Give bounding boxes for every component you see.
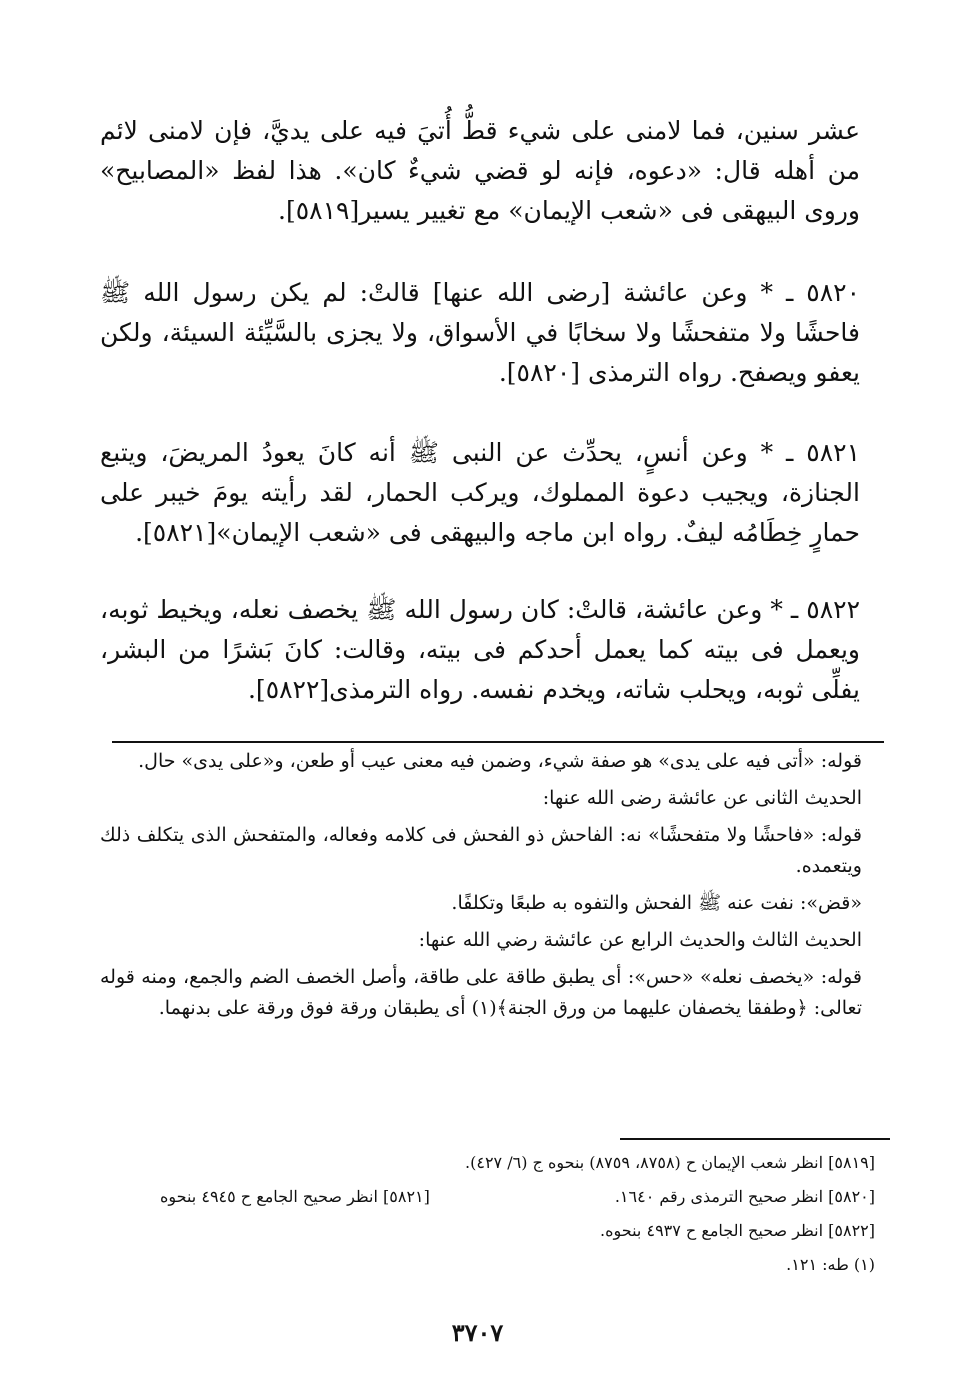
commentary-line: الحديث الثالث والحديث الرابع عن عائشة رضي الله عنها: bbox=[418, 929, 862, 951]
footnote-5820: [٥٨٢٠] انظر صحيح الترمذى رقم ١٦٤٠. bbox=[614, 1187, 875, 1206]
main-text-divider bbox=[112, 741, 884, 743]
commentary-line: قوله: «فاحشًا ولا متفحشًا» نه: الفاحش ذو الفحش فى كلامه وفعاله، والمتفحش الذى يتكلف ذلك ويتعمده. bbox=[100, 824, 862, 877]
hadith-5821-paragraph: ٥٨٢١ ـ * وعن أنسٍ، يحدِّث عن النبى ﷺ أنه كانَ يعودُ المريضَ، ويتبع الجنازة، ويجيب دعوة المملوك، ويركب الحمار، لقد رأيته يومَ خيبر على حمارٍ خِطَامُه ليفٌ. رواه ابن ماجه والبيهقى فى «شعب الإيمان»[٥٨٢١]. bbox=[100, 438, 860, 547]
commentary-line: الحديث الثانى عن عائشة رضى الله عنها: bbox=[542, 787, 862, 809]
commentary-line: قوله: «أتى فيه على يدى» هو صفة شيء، وضمن فيه معنى عيب أو طعن، و«على يدى» حال. bbox=[138, 750, 862, 772]
footnote-quran-ref: (١) طه: ١٢١. bbox=[786, 1255, 875, 1274]
hadith-continuation-paragraph: عشر سنين، فما لامنى على شيء قطُّ أُتيَ فيه على يديَّ، فإن لامنى لائم من أهله قال: «دعوه، فإنه لو قضي شيءٌ كان». هذا لفظ «المصابيح» وروى البيهقى فى «شعب الإيمان» مع تغيير يسير[٥٨١٩]. bbox=[100, 116, 860, 225]
commentary-line: قوله: «يخصف نعله» «حس»: أى يطبق طاقة على طاقة، وأصل الخصف الضم والجمع، ومنه قوله تعالى: ﴿وطفقا يخصفان عليهما من ورق الجنة﴾(١) أى يطبقان ورقة فوق ورقة على بدنهما. bbox=[100, 966, 862, 1019]
footnote-row bbox=[160, 1180, 875, 1214]
footnotes-section bbox=[160, 1146, 875, 1282]
footnote-divider bbox=[620, 1138, 890, 1140]
commentary-section bbox=[100, 746, 880, 1030]
commentary-line: «قض»: نفت عنه ﷺ الفحش والتفوه به طبعًا وتكلفًا. bbox=[451, 892, 862, 914]
page-number: ٣٧٠٧ bbox=[451, 1318, 504, 1347]
footnote-5821: [٥٨٢١] انظر صحيح الجامع ح ٤٩٤٥ بنحوه bbox=[160, 1187, 430, 1206]
footnote-5822: [٥٨٢٢] انظر صحيح الجامع ح ٤٩٣٧ بنحوه. bbox=[600, 1221, 875, 1240]
hadith-5822-paragraph: ٥٨٢٢ ـ * وعن عائشة، قالتْ: كان رسول الله ﷺ يخصف نعله، ويخيط ثوبه، ويعمل فى بيته كما يعمل أحدكم فى بيته، وقالت: كانَ بَشرًا من البشر، يفلِّى ثوبه، ويحلب شاته، ويخدم نفسه. رواه الترمذى[٥٨٢٢]. bbox=[100, 595, 860, 704]
footnote-5819: [٥٨١٩] انظر شعب الإيمان ح (٨٧٥٨، ٨٧٥٩) بنحوه ج (٦/ ٤٢٧). bbox=[465, 1153, 875, 1172]
hadith-5820-paragraph: ٥٨٢٠ ـ * وعن عائشة [رضى الله عنها] قالتْ: لم يكن رسول الله ﷺ فاحشًا ولا متفحشًا ولا سخابًا في الأسواق، ولا يجزى بالسَّيِّئة السيئة، ولكن يعفو ويصفح. رواه الترمذى [٥٨٢٠]. bbox=[100, 278, 860, 387]
